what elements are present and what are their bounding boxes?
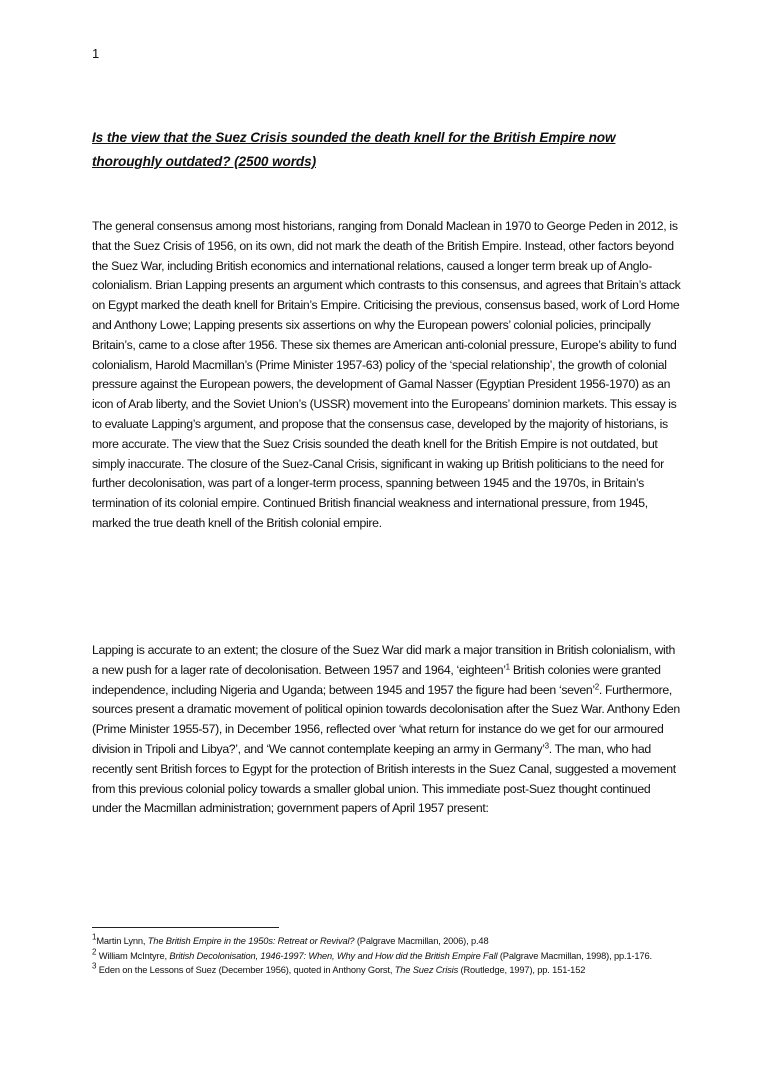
footnote-text: Martin Lynn, <box>96 936 148 946</box>
footnote-text: (Routledge, 1997), pp. 151-152 <box>458 965 586 976</box>
footnote-number: 2 <box>92 947 97 957</box>
paragraph-text: British colonies were granted independence, including Nigeria and Uganda; between 1945 and 1957 the figure had been ‘seven’ <box>92 662 661 697</box>
essay-title: Is the view that the Suez Crisis sounded the death knell for the British Empire now thoroughly outdated? (2500 words) <box>92 130 616 169</box>
footnote-ref-2[interactable]: 2 <box>594 682 599 692</box>
footnote-text: (Palgrave Macmillan, 1998), pp.1-176. <box>497 950 652 961</box>
footnote-number: 3 <box>92 961 97 971</box>
footnote-ref-1[interactable]: 1 <box>505 662 510 672</box>
paragraph-intro: The general consensus among most historians, ranging from Donald Maclean in 1970 to George Peden in 2012, is that the Suez Crisis of 1956, on its own, did not mark the death of the British Empire. Instead, other factors beyond the Suez War, including British economics and international relations, caused a longer term break up of Anglo-colonialism. Brian Lapping presents an argument which contrasts to this consensus, and agrees that Britain’s attack on Egypt marked the death knell for Britain’s Empire. Criticising the previous, consensus based, work of Lord Home and Anthony Lowe; Lapping presents six assertions on why the European powers’ colonial policies, principally Britain’s, came to a close after 1956. These six themes are American anti-colonial pressure, Europe’s ability to fund colonialism, Harold Macmillan’s (Prime Minister 1957-63) policy of the ‘special relationship’, the growth of colonial pressure against the European powers, the development of Gamal Nasser (Egyptian President 1956-1970) as an icon of Arab liberty, and the Soviet Union’s (USSR) movement into the Europeans’ dominion markets. This essay is to evaluate Lapping’s argument, and propose that the consensus case, developed by the majority of historians, is more accurate. The view that the Suez Crisis sounded the death knell for the British Empire is not outdated, but simply inaccurate. The closure of the Suez-Canal Crisis, significant in waking up British politicians to the need for further decolonisation, was part of a longer-term process, spanning between 1945 and the 1970s, in Britain’s termination of its colonial empire. Continued British financial weakness and international pressure, from 1945, marked the true death knell of the British colonial empire. <box>92 219 681 530</box>
footnote-text: Eden on the Lessons of Suez (December 1956), quoted in Anthony Gorst, <box>96 965 395 976</box>
footnotes <box>92 934 682 978</box>
footnote-ref-3[interactable]: 3 <box>544 741 549 751</box>
paragraph-text: Lapping is accurate to an extent; the closure of the Suez War did mark a major transition in British colonialism, with a new push for a lager rate of decolonisation. Between 1957 and 1964, ‘eighteen’ <box>92 643 675 677</box>
footnote-text: (Palgrave Macmillan, 2006), p.48 <box>354 936 489 946</box>
footnote-2 <box>92 949 682 964</box>
footnote-book-title: The British Empire in the 1950s: Retreat or Revival? <box>147 936 355 946</box>
footnote-1 <box>92 934 682 949</box>
paragraph-lapping <box>92 641 682 819</box>
footnote-3 <box>92 963 682 978</box>
footnote-book-title: The Suez Crisis <box>394 965 459 976</box>
page-number: 1 <box>92 46 100 61</box>
footnote-book-title: British Decolonisation, 1946-1997: When, Why and How did the British Empire Fall <box>169 950 498 961</box>
footnote-number: 1 <box>92 932 97 942</box>
paragraph-text: . Furthermore, sources present a dramatic movement of political opinion towards decolonisation after the Suez War. Anthony Eden (Prime Minister 1955-57), in December 1956, reflected over ‘what return for instance do we get for our armoured division in Tripoli and Libya?’, and ‘We cannot contemplate keeping an army in Germany’ <box>92 682 680 756</box>
paragraph-text: . The man, who had recently sent British forces to Egypt for the protection of British interests in the Suez Canal, suggested a movement from this previous colonial policy towards a smaller global union. This immediate post-Suez thought continued under the Macmillan administration; government papers of April 1957 present: <box>92 741 676 816</box>
footnote-separator <box>92 927 279 928</box>
footnote-text: William McIntyre, <box>96 950 170 961</box>
